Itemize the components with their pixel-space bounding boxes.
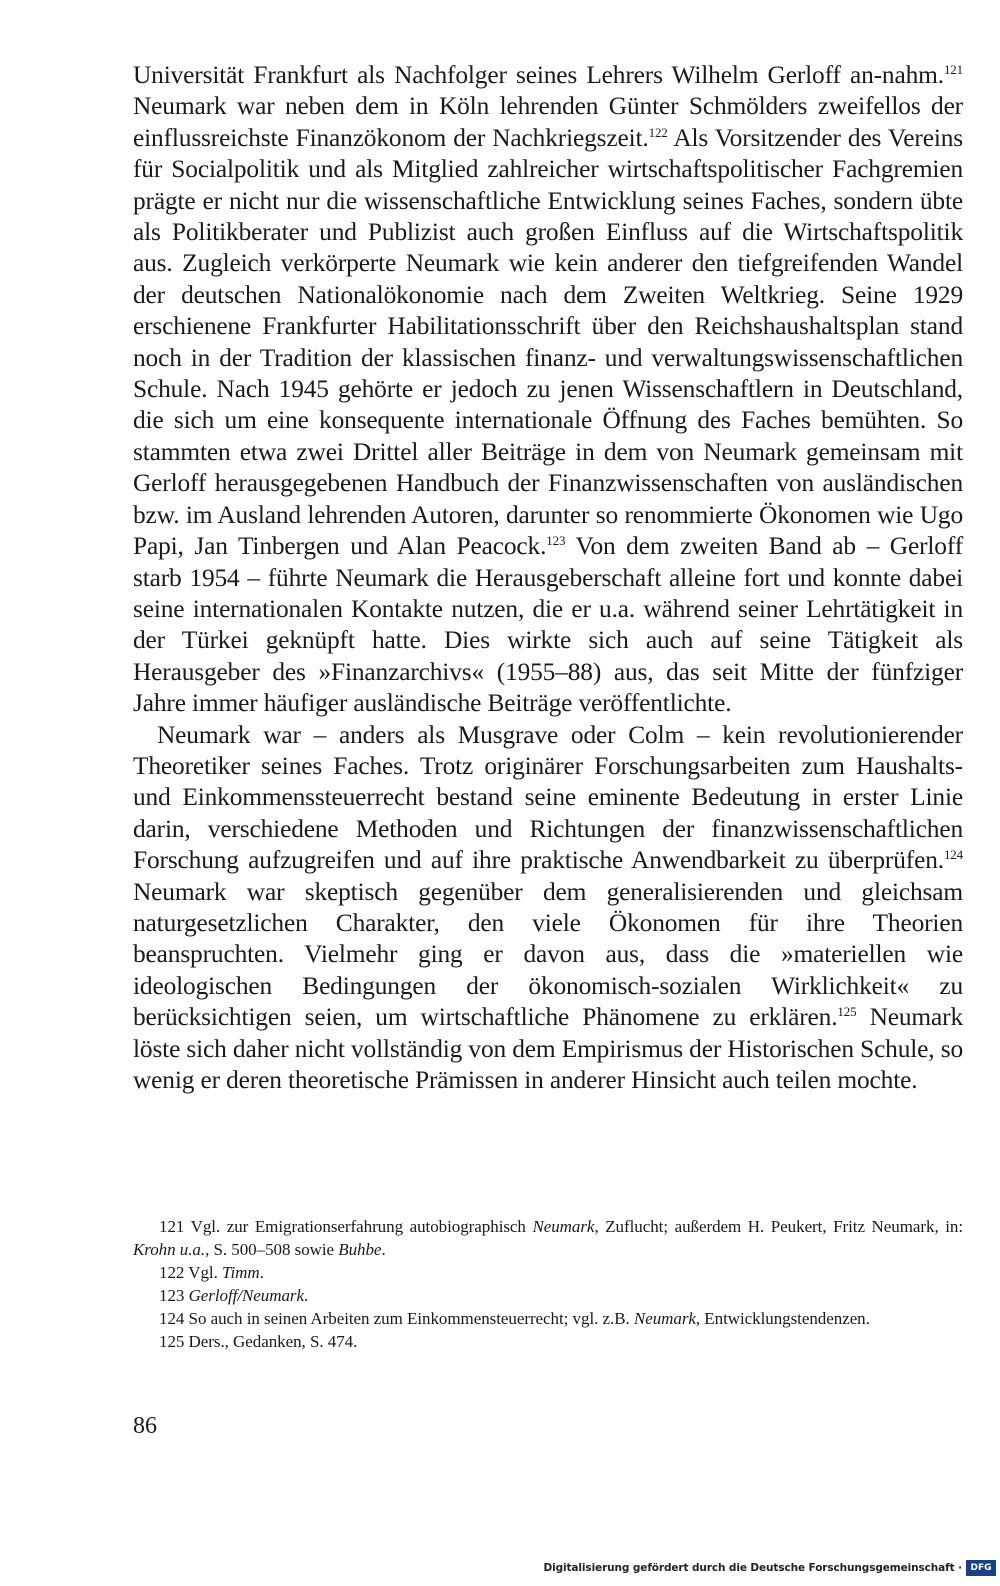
italic-reference: Krohn u.a. [133,1240,206,1259]
footnotes [133,1215,963,1353]
footnote: 124 So auch in seinen Arbeiten zum Einkommensteuerrecht; vgl. z.B. Neumark, Entwicklungstendenzen. [159,1309,870,1328]
footnote-marker: 123 [546,533,566,549]
digitization-credit [543,1558,996,1578]
footnote-marker: 121 [943,62,963,77]
footnote-marker: 122 [648,124,668,140]
body-text [133,60,963,1096]
italic-reference: Buhbe [338,1240,382,1259]
dfg-logo-icon: DFG [966,1560,996,1576]
footnote: 121 Vgl. zur Emigrationserfahrung autobiographisch Neumark, Zuflucht; außerdem H. Peukert, Fritz Neumark, in: Krohn u.a., S. 500–508 sowie Buhbe. [133,1217,964,1259]
footnote-marker: 124 [943,847,963,863]
footnote: 123 Gerloff/Neumark. [159,1286,309,1305]
paragraph: Neumark war – anders als Musgrave oder Colm – kein revolutionierender Theoretiker seines Faches. Trotz originärer Forschungsarbeiten zum Haushalts- und Einkommenssteuerrecht bestand seine eminente Bedeutung in erster Linie darin, verschiedene Methoden und Richtungen der finanzwissenschaftlichen Forschung aufzugreifen und auf ihre praktische Anwendbarkeit zu überprüfen.$^{124}$ Neumark war skeptisch gegenüber dem generalisierenden und gleichsam naturgesetzlichen Charakter, den viele Ökonomen für ihre Theorien beanspruchten. Vielmehr ging er davon aus, dass die »materiellen wie ideologischen Bedingungen der ökonomisch-sozialen Wirklichkeit« zu berücksichtigen seien, um wirtschaftliche Phänomene zu erklären.$^{125}$ Neumark löste sich daher nicht vollständig von dem Empirismus der Historischen Schule, so wenig er deren theoretische Prämissen in anderer Hinsicht auch teilen mochte. [133,720,963,1094]
footnote: 122 Vgl. Timm. [159,1263,264,1282]
italic-reference: Gerloff/Neumark [188,1286,304,1305]
italic-reference: Neumark [633,1309,696,1328]
credit-text: Digitalisierung gefördert durch die Deutsche Forschungsgemeinschaft · [543,1562,962,1574]
paragraph: Universität Frankfurt als Nachfolger seines Lehrers Wilhelm Gerloff an-nahm.$^{121}$ Neumark war neben dem in Köln lehrenden Günter Schmölders zweifellos der einflussreichste Finanzökonom der Nachkriegszeit.$^{122}$ Als Vorsitzender des Vereins für Socialpolitik und als Mitglied zahlreicher wirtschaftspolitischer Fachgremien prägte er nicht nur die wissenschaftliche Entwicklung seines Faches, sondern übte als Politikberater und Publizist auch großen Einfluss auf die Wirtschaftspolitik aus. Zugleich verkörperte Neumark wie kein anderer den tiefgreifenden Wandel der deutschen Nationalökonomie nach dem Zweiten Weltkrieg. Seine 1929 erschienene Frankfurter Habilitationsschrift über den Reichshaushaltsplan stand noch in der Tradition der klassischen finanz- und verwaltungswissenschaftlichen Schule. Nach 1945 gehörte er jedoch zu jenen Wissenschaftlern in Deutschland, die sich um eine konsequente internationale Öffnung des Faches bemühten. So stammten etwa zwei Drittel aller Beiträge in dem von Neumark gemeinsam mit Gerloff herausgegebenen Handbuch der Finanzwissenschaften von ausländischen bzw. im Ausland lehrenden Autoren, darunter so renommierte Ökonomen wie Ugo Papi, Jan Tinbergen und Alan Peacock.$^{123}$ Von dem zweiten Band ab – Gerloff starb 1954 – führte Neumark die Herausgeberschaft alleine fort und konnte dabei seine internationalen Kontakte nutzen, die er u.a. während seiner Lehrtätigkeit in der Türkei geknüpft hatte. Dies wirkte sich auch auf seine Tätigkeit als Herausgeber des »Finanzarchivs« (1955–88) aus, das seit Mitte der fünfziger Jahre immer häufiger ausländische Beiträge veröffentlichte. [133,61,963,718]
page-number: 86 [133,1413,157,1439]
footnote-marker: 125 [837,1004,857,1020]
italic-reference: Neumark [532,1217,595,1236]
footnote: 125 Ders., Gedanken, S. 474. [159,1332,358,1351]
italic-reference: Timm [222,1263,260,1282]
